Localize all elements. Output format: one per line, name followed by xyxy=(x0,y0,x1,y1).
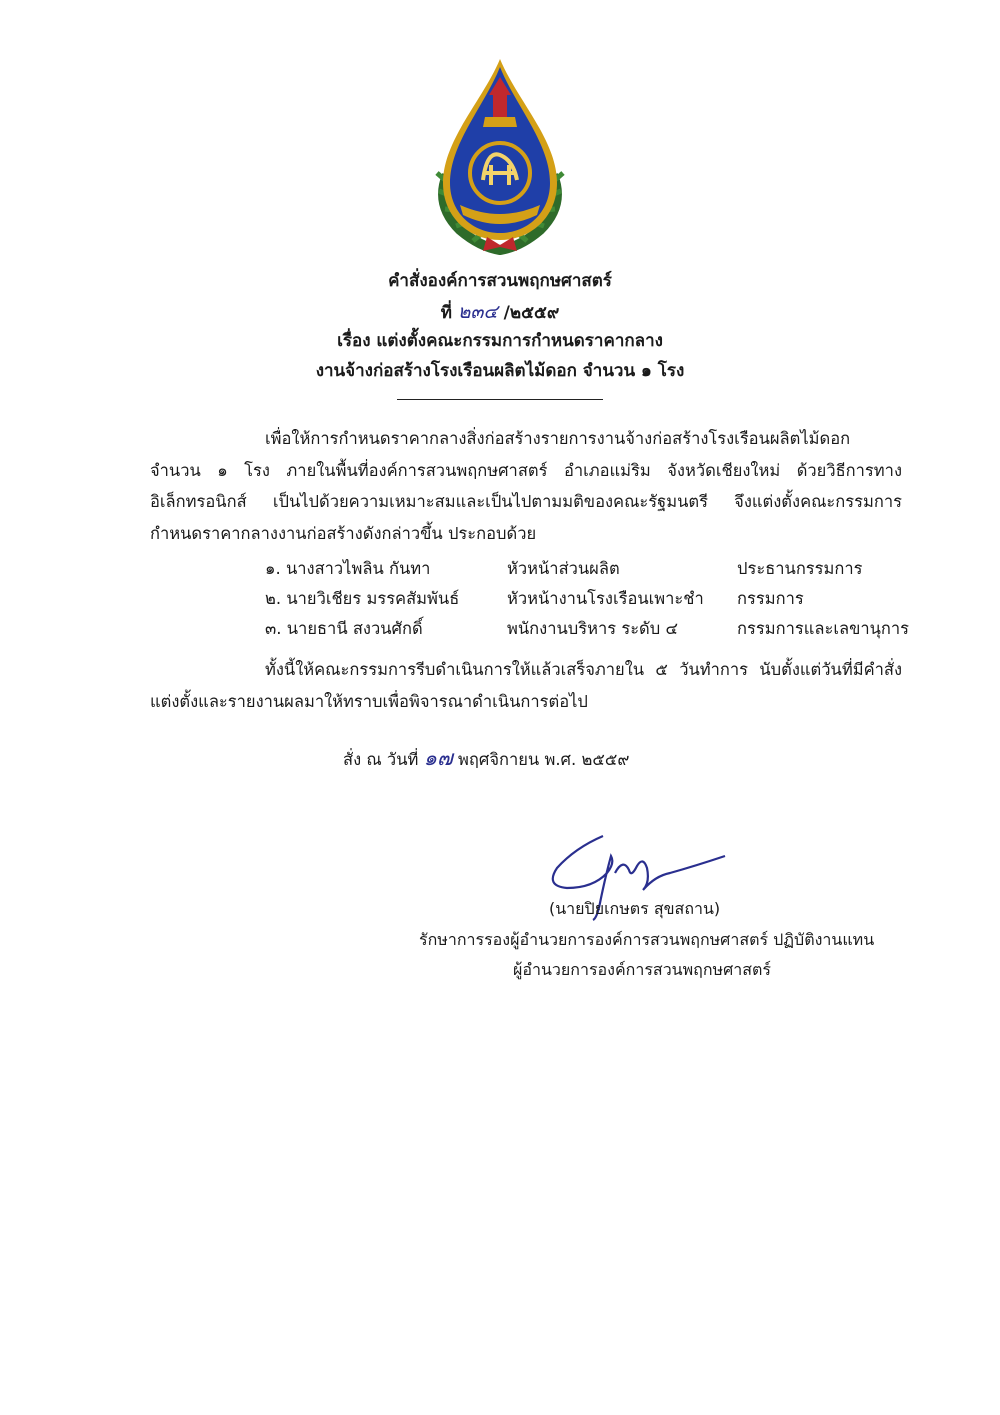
order-number-year: /๒๕๕๙ xyxy=(503,303,560,323)
body-paragraph-1: เพื่อให้การกำหนดราคากลางสิ่งก่อสร้างรายการงานจ้างก่อสร้างโรงเรือนผลิตไม้ดอก จำนวน ๑ โรง ภายในพื้นที่องค์การสวนพฤกษศาสตร์ อำเภอแม่ริม จังหวัดเชียงใหม่ ด้วยวิธีการทางอิเล็กทรอนิกส์ เป็นไปด้วยความเหมาะสมและเป็นไปตามมติของคณะรัฐมนตรี จึงแต่งตั้งคณะกรรมการกำหนดราคากลางงานก่อสร้างดังกล่าวขึ้น ประกอบด้วย xyxy=(150,429,902,543)
order-date xyxy=(343,742,629,775)
subject-line-1: เรื่อง แต่งตั้งคณะกรรมการกำหนดราคากลาง xyxy=(337,331,663,351)
committee-row xyxy=(0,616,1000,646)
body-paragraph-2: ทั้งนี้ให้คณะกรรมการรีบดำเนินการให้แล้วเสร็จภายใน ๕ วันทำการ นับตั้งแต่วันที่มีคำสั่งแต่งตั้งและรายงานผลมาให้ทราบเพื่อพิจารณาดำเนินการต่อไป xyxy=(150,660,902,711)
order-heading: คำสั่งองค์การสวนพฤกษศาสตร์ xyxy=(388,271,612,291)
order-number-handwritten: ๒๓๔ xyxy=(457,301,498,323)
committee-member-position: พนักงานบริหาร ระดับ ๔ xyxy=(507,619,678,638)
committee-member-name: ๑. นางสาวไพลิน กันทา xyxy=(265,559,431,578)
signer-title-2: ผู้อำนวยการองค์การสวนพฤกษศาสตร์ xyxy=(513,960,771,979)
signer-title-1: รักษาการรองผู้อำนวยการองค์การสวนพฤกษศาสตร์ ปฏิบัติงานแทน xyxy=(419,930,875,949)
order-number xyxy=(0,297,1000,327)
committee-member-name: ๓. นายธานี สงวนศักดิ์ xyxy=(265,619,423,638)
date-day-handwritten: ๑๗ xyxy=(423,746,453,770)
divider-line xyxy=(397,399,603,400)
committee-member-position: หัวหน้างานโรงเรือนเพาะชำ xyxy=(507,589,704,608)
date-month-year: พฤศจิกายน พ.ศ. ๒๕๕๙ xyxy=(457,750,630,769)
date-prefix: สั่ง ณ วันที่ xyxy=(343,750,419,769)
committee-member-position: หัวหน้าส่วนผลิต xyxy=(507,559,620,578)
organization-emblem-logo xyxy=(425,55,575,255)
committee-member-role: กรรมการและเลขานุการ xyxy=(737,619,910,638)
committee-member-name: ๒. นายวิเชียร มรรคสัมพันธ์ xyxy=(265,589,460,608)
committee-row xyxy=(0,556,1000,586)
subject-line-2: งานจ้างก่อสร้างโรงเรือนผลิตไม้ดอก จำนวน ๑ โรง xyxy=(315,361,685,381)
order-number-prefix: ที่ xyxy=(440,303,452,323)
signer-name: (นายปิยเกษตร สุขสถาน) xyxy=(549,899,721,918)
committee-member-role: กรรมการ xyxy=(737,589,804,608)
committee-member-role: ประธานกรรมการ xyxy=(737,559,863,578)
committee-row xyxy=(0,586,1000,616)
